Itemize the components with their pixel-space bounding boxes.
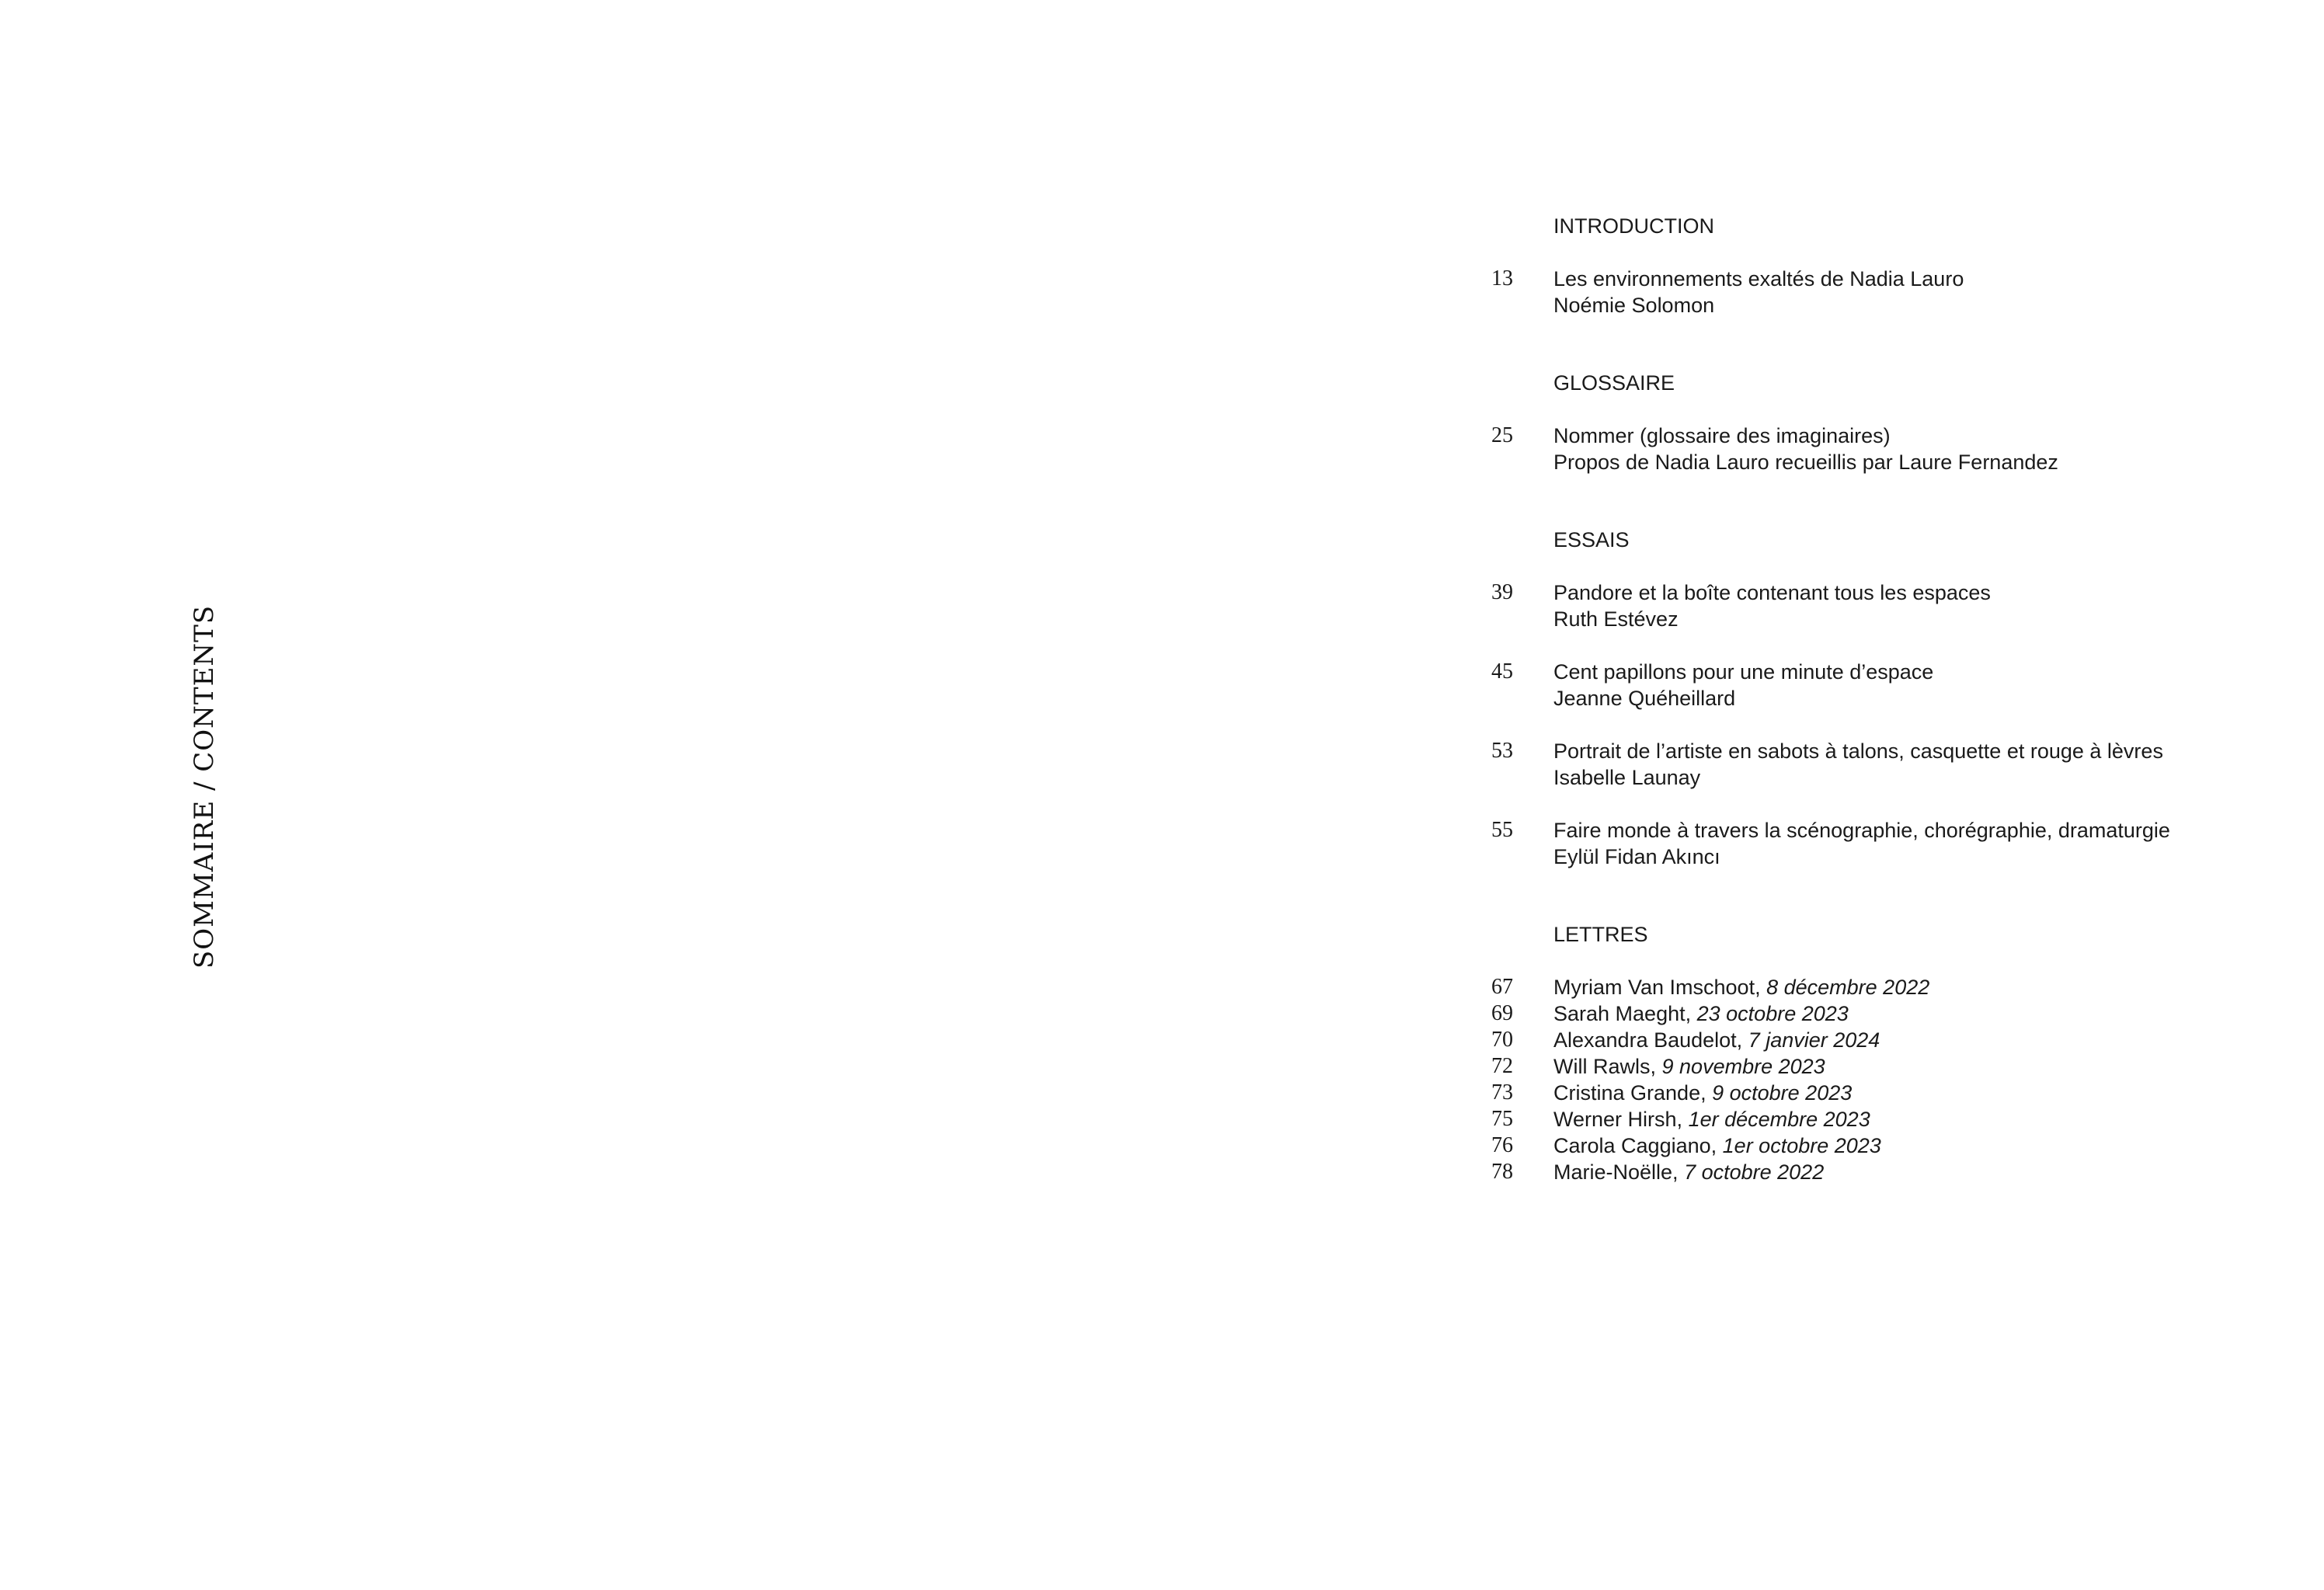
page-number: 75	[1491, 1107, 1513, 1131]
entry-title: Nommer (glossaire des imaginaires)	[1553, 424, 1891, 447]
letter-author: Sarah Maeght,	[1553, 1002, 1692, 1025]
entry-title: Pandore et la boîte contenant tous les espaces	[1553, 581, 1991, 604]
page-number: 55	[1491, 818, 1513, 842]
toc-entry[interactable]	[1491, 579, 2268, 632]
entry-author: Ruth Estévez	[1553, 607, 1679, 631]
letter-entry[interactable]	[1491, 974, 2268, 1000]
section-heading: GLOSSAIRE	[1553, 371, 1675, 395]
page-number: 76	[1491, 1133, 1513, 1157]
entry-title: Cent papillons pour une minute d’espace	[1553, 660, 1934, 684]
toc-entry[interactable]	[1491, 659, 2268, 711]
entry-author: Isabelle Launay	[1553, 766, 1701, 789]
section-heading: LETTRES	[1553, 923, 1648, 946]
entry-title: Faire monde à travers la scénographie, chorégraphie, dramaturgie	[1553, 819, 2170, 842]
letter-date: 23 octobre 2023	[1696, 1002, 1849, 1025]
letter-entry[interactable]	[1491, 1106, 2268, 1132]
page-number: 73	[1491, 1080, 1513, 1105]
page-number: 78	[1491, 1160, 1513, 1184]
entry-title: Portrait de l’artiste en sabots à talons, casquette et rouge à lèvres	[1553, 739, 2163, 763]
letter-date: 9 octobre 2023	[1712, 1081, 1853, 1105]
page-number: 45	[1491, 659, 1513, 684]
letter-entry[interactable]	[1491, 1053, 2268, 1080]
entry-author: Propos de Nadia Lauro recueillis par Laure Fernandez	[1553, 451, 2058, 474]
letter-entry[interactable]	[1491, 1132, 2268, 1159]
letter-entry[interactable]	[1491, 1000, 2268, 1027]
toc-entry[interactable]	[1491, 266, 2268, 318]
page-number: 13	[1491, 266, 1513, 291]
letter-date: 8 décembre 2022	[1766, 976, 1930, 999]
letter-author: Will Rawls,	[1553, 1055, 1656, 1078]
letter-entry[interactable]	[1491, 1159, 2268, 1185]
letter-author: Myriam Van Imschoot,	[1553, 976, 1761, 999]
letter-author: Werner Hirsh,	[1553, 1108, 1683, 1131]
table-of-contents	[1491, 213, 2268, 1237]
section-essais	[1491, 527, 2268, 870]
entry-author: Eylül Fidan Akıncı	[1553, 845, 1720, 868]
letter-author: Marie-Noëlle,	[1553, 1160, 1679, 1184]
letter-date: 7 octobre 2022	[1684, 1160, 1825, 1184]
page-number: 39	[1491, 580, 1513, 604]
section-lettres	[1491, 921, 2268, 1185]
letter-date: 1er octobre 2023	[1722, 1134, 1881, 1157]
section-glossaire	[1491, 370, 2268, 475]
letter-date: 7 janvier 2024	[1748, 1028, 1880, 1052]
letter-author: Alexandra Baudelot,	[1553, 1028, 1743, 1052]
entry-title: Les environnements exaltés de Nadia Lauro	[1553, 267, 1964, 291]
section-heading: INTRODUCTION	[1553, 214, 1714, 238]
letter-author: Carola Caggiano,	[1553, 1134, 1717, 1157]
toc-entry[interactable]	[1491, 738, 2268, 791]
letter-date: 9 novembre 2023	[1661, 1055, 1825, 1078]
letter-entry[interactable]	[1491, 1027, 2268, 1053]
section-heading: ESSAIS	[1553, 528, 1630, 551]
toc-entry[interactable]	[1491, 817, 2268, 870]
letter-entry[interactable]	[1491, 1080, 2268, 1106]
section-introduction	[1491, 213, 2268, 318]
page-number: 72	[1491, 1054, 1513, 1078]
spine-title: SOMMAIRE / CONTENTS	[189, 604, 220, 969]
letter-author: Cristina Grande,	[1553, 1081, 1706, 1105]
letter-date: 1er décembre 2023	[1688, 1108, 1870, 1131]
page-number: 25	[1491, 423, 1513, 447]
page-number: 53	[1491, 739, 1513, 763]
entry-author: Noémie Solomon	[1553, 294, 1715, 317]
toc-entry[interactable]	[1491, 423, 2268, 475]
page-number: 70	[1491, 1028, 1513, 1052]
page-number: 67	[1491, 975, 1513, 999]
entry-author: Jeanne Quéheillard	[1553, 687, 1736, 710]
page-number: 69	[1491, 1001, 1513, 1025]
